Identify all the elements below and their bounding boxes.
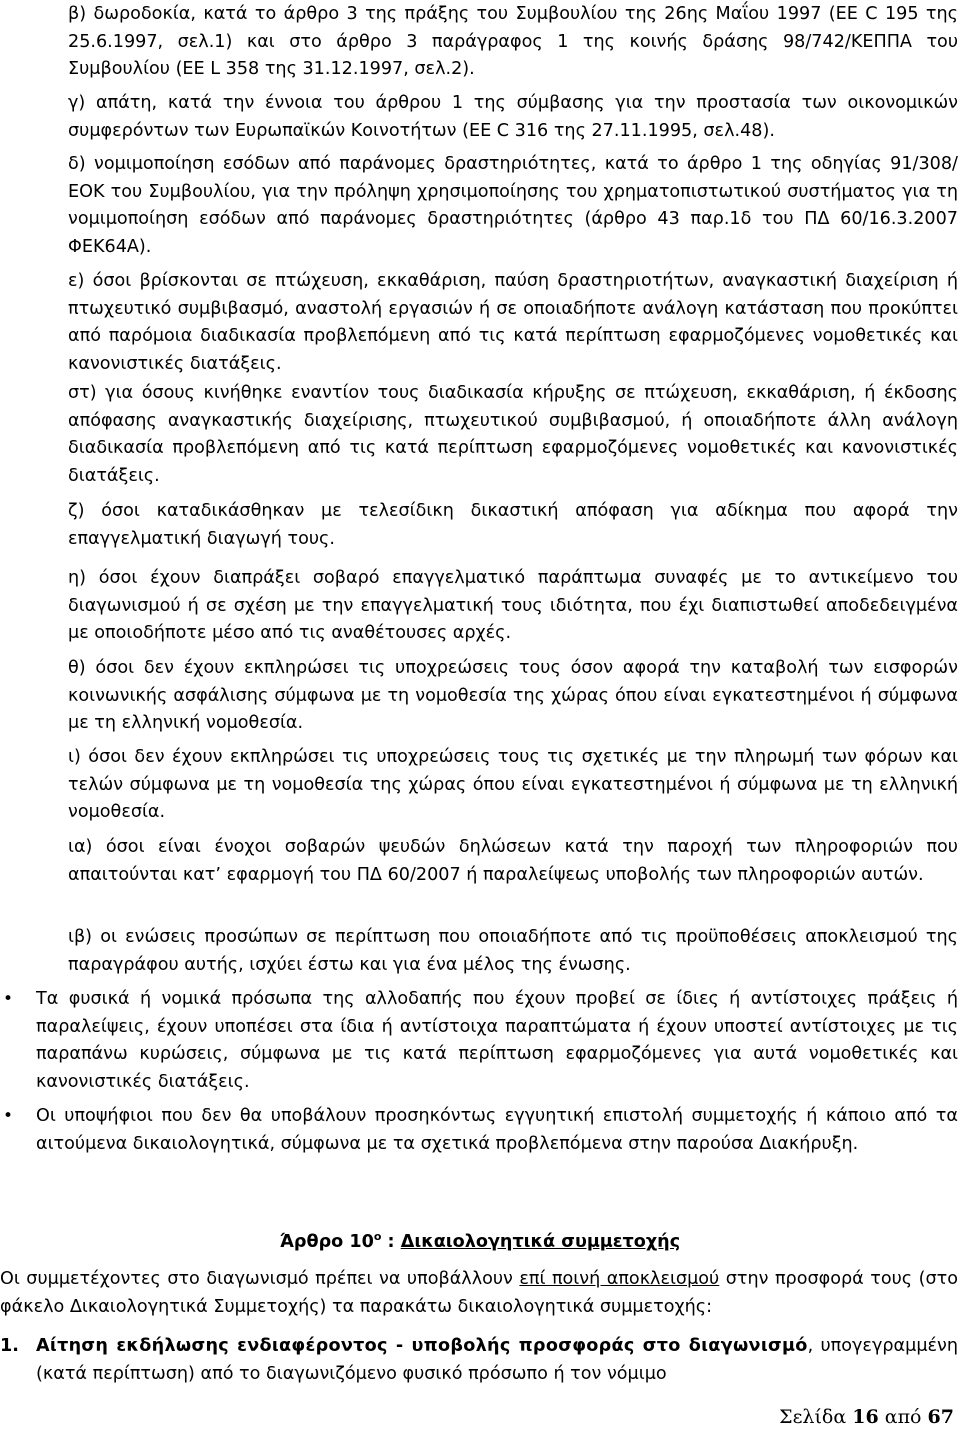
heading-separator: :: [381, 1232, 401, 1252]
footer-of-label: από: [884, 1406, 922, 1428]
exclusion-item-c: γ) απάτη, κατά την έννοια του άρθρου 1 της σύμβασης για την προστασία των οικονομικών συμφερόντων των Ευρωπαϊκών Κοινοτήτων (ΕΕ C 316 της 27.11.1995, σελ.48).: [68, 93, 958, 141]
article-title: Δικαιολογητικά συμμετοχής: [400, 1232, 681, 1252]
article-number: Άρθρο 10: [279, 1232, 374, 1252]
item-rest-text: , υπογεγραμμένη (κατά περίπτωση) από το διαγωνιζόμενο φυσικό πρόσωπο ή τον νόμιμο: [36, 1336, 958, 1384]
footer-current-page: 16: [852, 1406, 879, 1428]
exclusion-item-i: ι) όσοι δεν έχουν εκπληρώσει τις υποχρεώσεις τους τις σχετικές με την πληρωμή των φόρων και τελών σύμφωνα με τη νομοθεσία της χώρας όπου είναι εγκατεστημένοι ή σύμφωνα με τη ελληνική νομοθεσία.: [68, 747, 958, 823]
exclusion-item-b: β) δωροδοκία, κατά το άρθρο 3 της πράξης του Συμβουλίου της 26ης Μαΐου 1997 (ΕΕ C 195 της 25.6.1997, σελ.1) και στο άρθρο 3 παράγραφος 1 της κοινής δράσης 98/742/ΚΕΠΠΑ του Συμβουλίου (ΕΕ L 358 της 31.12.1997, σελ.2).: [68, 4, 958, 80]
footer-page-label: Σελίδα: [779, 1406, 847, 1428]
bullet-paragraph-foreign-entities: Τα φυσικά ή νομικά πρόσωπα της αλλοδαπής που έχουν προβεί σε ίδιες ή αντίστοιχες πράξεις ή παραλείψεις, έχουν υποπέσει στα ίδια ή αντίστοιχα παραπτώματα ή έχουν υποστεί αντίστοιχες με τις παραπάνω κυρώσεις, σύμφωνα με τις κατά περίπτωση εφαρμοζόμενες για αυτά νομοθετικές και κανονιστικές διατάξεις.: [36, 989, 958, 1092]
bullet-marker: •: [3, 989, 14, 1009]
article-heading: [0, 1228, 960, 1256]
item-number: 1.: [0, 1336, 19, 1356]
exclusion-item-ib: ιβ) οι ενώσεις προσώπων σε περίπτωση που οποιαδήποτε από τις προϋποθέσεις αποκλεισμού της παραγράφου αυτής, ισχύει έστω και για ένα μέλος της ένωσης.: [68, 927, 958, 975]
exclusion-item-d: δ) νομιμοποίηση εσόδων από παράνομες δραστηριότητες, κατά το άρθρο 1 της οδηγίας 91/308/ΕΟΚ του Συμβουλίου, για την πρόληψη χρησιμοποίησης του χρηματοπιστωτικού συστήματος για τη νομιμοποίηση εσόδων από παράνομες δραστηριότητες (άρθρο 43 παρ.1δ του ΠΔ 60/16.3.2007 ΦΕΚ64Α).: [68, 154, 958, 257]
exclusion-item-z: ζ) όσοι καταδικάσθηκαν με τελεσίδικη δικαστική απόφαση για αδίκημα που αφορά την επαγγελματική διαγωγή τους.: [68, 501, 958, 549]
item-bold-title: Αίτηση εκδήλωσης ενδιαφέροντος - υποβολής προσφοράς στο διαγωνισμό: [36, 1336, 808, 1356]
footer-total-pages: 67: [927, 1406, 954, 1428]
exclusion-item-h: η) όσοι έχουν διαπράξει σοβαρό επαγγελματικό παράπτωμα συναφές με το αντικείμενο του διαγωνισμού ή σε σχέση με την επαγγελματική τους ιδιότητα, που έχι διαπιστωθεί αποδεδειγμένα με οποιοδήποτε μέσο από τις αναθέτουσες αρχές.: [68, 568, 958, 644]
intro-text-after: στην προσφορά τους (στο φάκελο Δικαιολογητικά Συμμετοχής) τα παρακάτω δικαιολογητικά συμμετοχής:: [0, 1269, 959, 1317]
bullet-marker: •: [3, 1106, 14, 1126]
exclusion-item-th: θ) όσοι δεν έχουν εκπληρώσει τις υποχρεώσεις τους όσον αφορά την καταβολή των εισφορών κοινωνικής ασφάλισης σύμφωνα με τη νομοθεσία της χώρας όπου είναι εγκατεστημένοι ή σύμφωνα με τη ελληνική νομοθεσία.: [68, 658, 958, 734]
exclusion-item-st: στ) για όσους κινήθηκε εναντίον τους διαδικασία κήρυξης σε πτώχευση, εκκαθάριση, ή έκδοσης απόφασης αναγκαστικής διαχείρισης, πτωχευτικού συμβιβασμού, ή οποιαδήποτε άλλη ανάλογη διαδικασία προβλεπόμενη από τις κατά περίπτωση εφαρμοζόμενες νομοθετικές και κανονιστικές διατάξεις.: [68, 383, 958, 486]
numbered-item-1: [0, 1333, 958, 1388]
page-footer: [779, 1404, 954, 1430]
intro-text-before: Οι συμμετέχοντες στο διαγωνισμό πρέπει να υποβάλλουν: [0, 1269, 520, 1289]
exclusion-item-e: ε) όσοι βρίσκονται σε πτώχευση, εκκαθάριση, παύση δραστηριοτήτων, αναγκαστική διαχείριση ή πτωχευτικό συμβιβασμό, αναστολή εργασιών ή σε οποιαδήποτε ανάλογη κατάσταση που προκύπτει από παρόμοια διαδικασία προβλεπόμενη από τις κατά περίπτωση εφαρμοζόμενες νομοθετικές και κανονιστικές διατάξεις.: [68, 271, 958, 374]
intro-underlined-phrase: επί ποινή αποκλεισμού: [519, 1269, 720, 1289]
article-ordinal-superscript: ο: [373, 1230, 382, 1244]
bullet-paragraph-guarantee: Οι υποψήφιοι που δεν θα υποβάλουν προσηκόντως εγγυητική επιστολή συμμετοχής ή κάποιο από τα αιτούμενα δικαιολογητικά, σύμφωνα με τα σχετικά προβλεπόμενα στην παρούσα Διακήρυξη.: [36, 1106, 958, 1154]
exclusion-item-ia: ια) όσοι είναι ένοχοι σοβαρών ψευδών δηλώσεων κατά την παροχή των πληροφοριών που απαιτούνται κατ’ εφαρμογή του ΠΔ 60/2007 ή παραλείψεως υποβολής των πληροφοριών αυτών.: [68, 837, 958, 885]
intro-paragraph: [0, 1266, 958, 1321]
